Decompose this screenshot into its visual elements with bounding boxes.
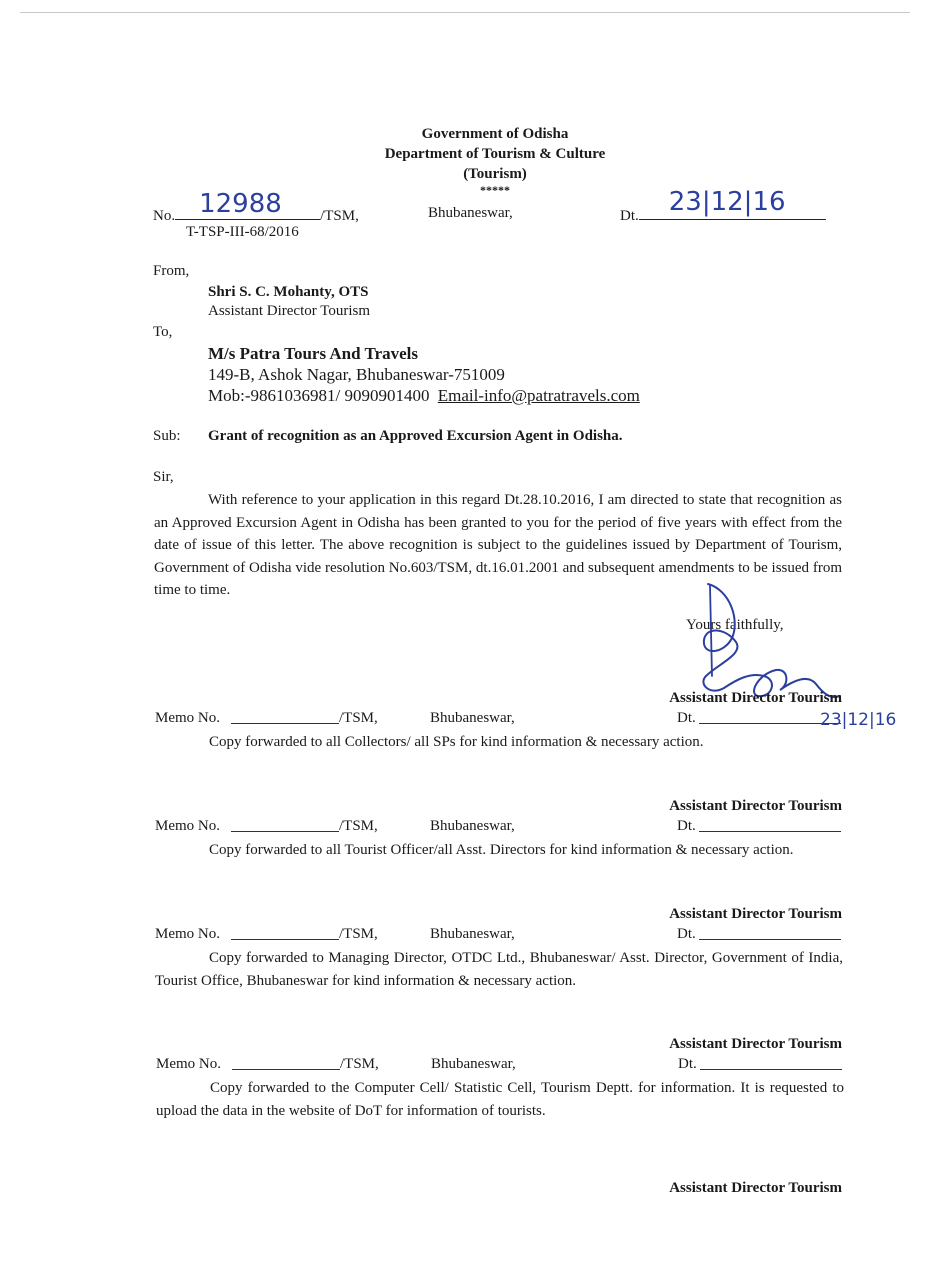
memo-row-3 (155, 926, 845, 946)
memo-row-2 (155, 818, 845, 838)
to-mobile: Mob:-9861036981/ 9090901400 (208, 386, 430, 405)
ref-no-label: No. (153, 208, 176, 224)
memo-number-line (232, 1056, 340, 1070)
ref-place: Bhubaneswar, (428, 205, 513, 221)
ref-date-row (620, 187, 826, 225)
ref-no-handwritten: 12988 (199, 189, 282, 219)
ref-dt-line (639, 187, 826, 220)
to-address: 149-B, Ashok Nagar, Bhubaneswar-751009 (208, 365, 505, 384)
memo-tsm: /TSM, (339, 818, 378, 834)
memo-text-3: Copy forwarded to Managing Director, OTDC Ltd., Bhubaneswar/ Asst. Director, Government of India, Tourist Office, Bhubaneswar for kind information & necessary action. (155, 950, 843, 989)
memo-signatory-4: Assistant Director Tourism (669, 1180, 842, 1196)
ref-no-line (175, 189, 320, 220)
header-section: (Tourism) (463, 166, 527, 182)
memo-text-1: Copy forwarded to all Collectors/ all SPs for kind information & necessary action. (209, 734, 704, 750)
memo-place: Bhubaneswar, (430, 710, 515, 726)
to-contact-row (208, 386, 640, 406)
memo-label: Memo No. (155, 926, 220, 942)
memo-dt-label: Dt. (678, 1056, 697, 1072)
scan-edge-line (20, 12, 910, 13)
header-stars: ***** (480, 183, 510, 197)
memo-row-1 (155, 710, 845, 730)
signatory-main: Assistant Director Tourism (669, 690, 842, 706)
closing: Yours faithfully, (686, 617, 784, 633)
memo-dt-label: Dt. (677, 710, 696, 726)
to-email-link[interactable]: Email-info@patratravels.com (437, 386, 640, 405)
memo-dt-label: Dt. (677, 818, 696, 834)
body-text: With reference to your application in this regard Dt.28.10.2016, I am directed to state that recognition as an Approved Excursion Agent in Odisha has been granted to you for the period of five years with effect from the date of issue of this letter. The above recognition is subject to the guidelines issued by Department of Tourism, Government of Odisha vide resolution No.603/TSM, dt.16.01.2001 and subsequent amendments to be issued from time to time. (154, 492, 842, 598)
memo-dt-label: Dt. (677, 926, 696, 942)
memo-place: Bhubaneswar, (431, 1056, 516, 1072)
memo-text-2: Copy forwarded to all Tourist Officer/all Asst. Directors for kind information & necessary action. (209, 842, 794, 858)
memo-row-4 (156, 1056, 846, 1076)
memo-date-line (699, 926, 841, 940)
memo-date-line (700, 1056, 842, 1070)
signature-date-handwritten: 23|12|16 (820, 710, 897, 730)
from-label: From, (153, 263, 190, 279)
memo-label: Memo No. (156, 1056, 221, 1072)
header-government: Government of Odisha (421, 126, 569, 142)
memo-label: Memo No. (155, 818, 220, 834)
memo-label: Memo No. (155, 710, 220, 726)
subject-text: Grant of recognition as an Approved Excursion Agent in Odisha. (208, 428, 623, 444)
ref-dt-handwritten: 23|12|16 (668, 187, 786, 217)
memo-tsm: /TSM, (339, 926, 378, 942)
salutation: Sir, (153, 469, 174, 485)
memo-tsm: /TSM, (340, 1056, 379, 1072)
header-department: Department of Tourism & Culture (384, 146, 606, 162)
from-designation: Assistant Director Tourism (208, 303, 370, 319)
memo-signatory-3: Assistant Director Tourism (669, 1036, 842, 1052)
memo-number-line (231, 926, 339, 940)
ref-number-row (153, 189, 359, 225)
memo-number-line (231, 818, 339, 832)
file-number: T-TSP-III-68/2016 (186, 224, 299, 240)
memo-signatory-1: Assistant Director Tourism (669, 798, 842, 814)
memo-date-line (699, 818, 841, 832)
memo-number-line (231, 710, 339, 724)
ref-dt-label: Dt. (620, 208, 639, 224)
to-name: M/s Patra Tours And Travels (208, 344, 419, 363)
ref-tsm: /TSM, (320, 208, 359, 224)
memo-place: Bhubaneswar, (430, 818, 515, 834)
memo-place: Bhubaneswar, (430, 926, 515, 942)
subject-label: Sub: (153, 428, 181, 444)
memo-tsm: /TSM, (339, 710, 378, 726)
to-label: To, (153, 324, 173, 340)
memo-signatory-2: Assistant Director Tourism (669, 906, 842, 922)
memo-text-4: Copy forwarded to the Computer Cell/ Statistic Cell, Tourism Deptt. for information. It is requested to upload the data in the website of DoT for information of tourists. (156, 1080, 844, 1119)
from-name: Shri S. C. Mohanty, OTS (208, 284, 369, 300)
